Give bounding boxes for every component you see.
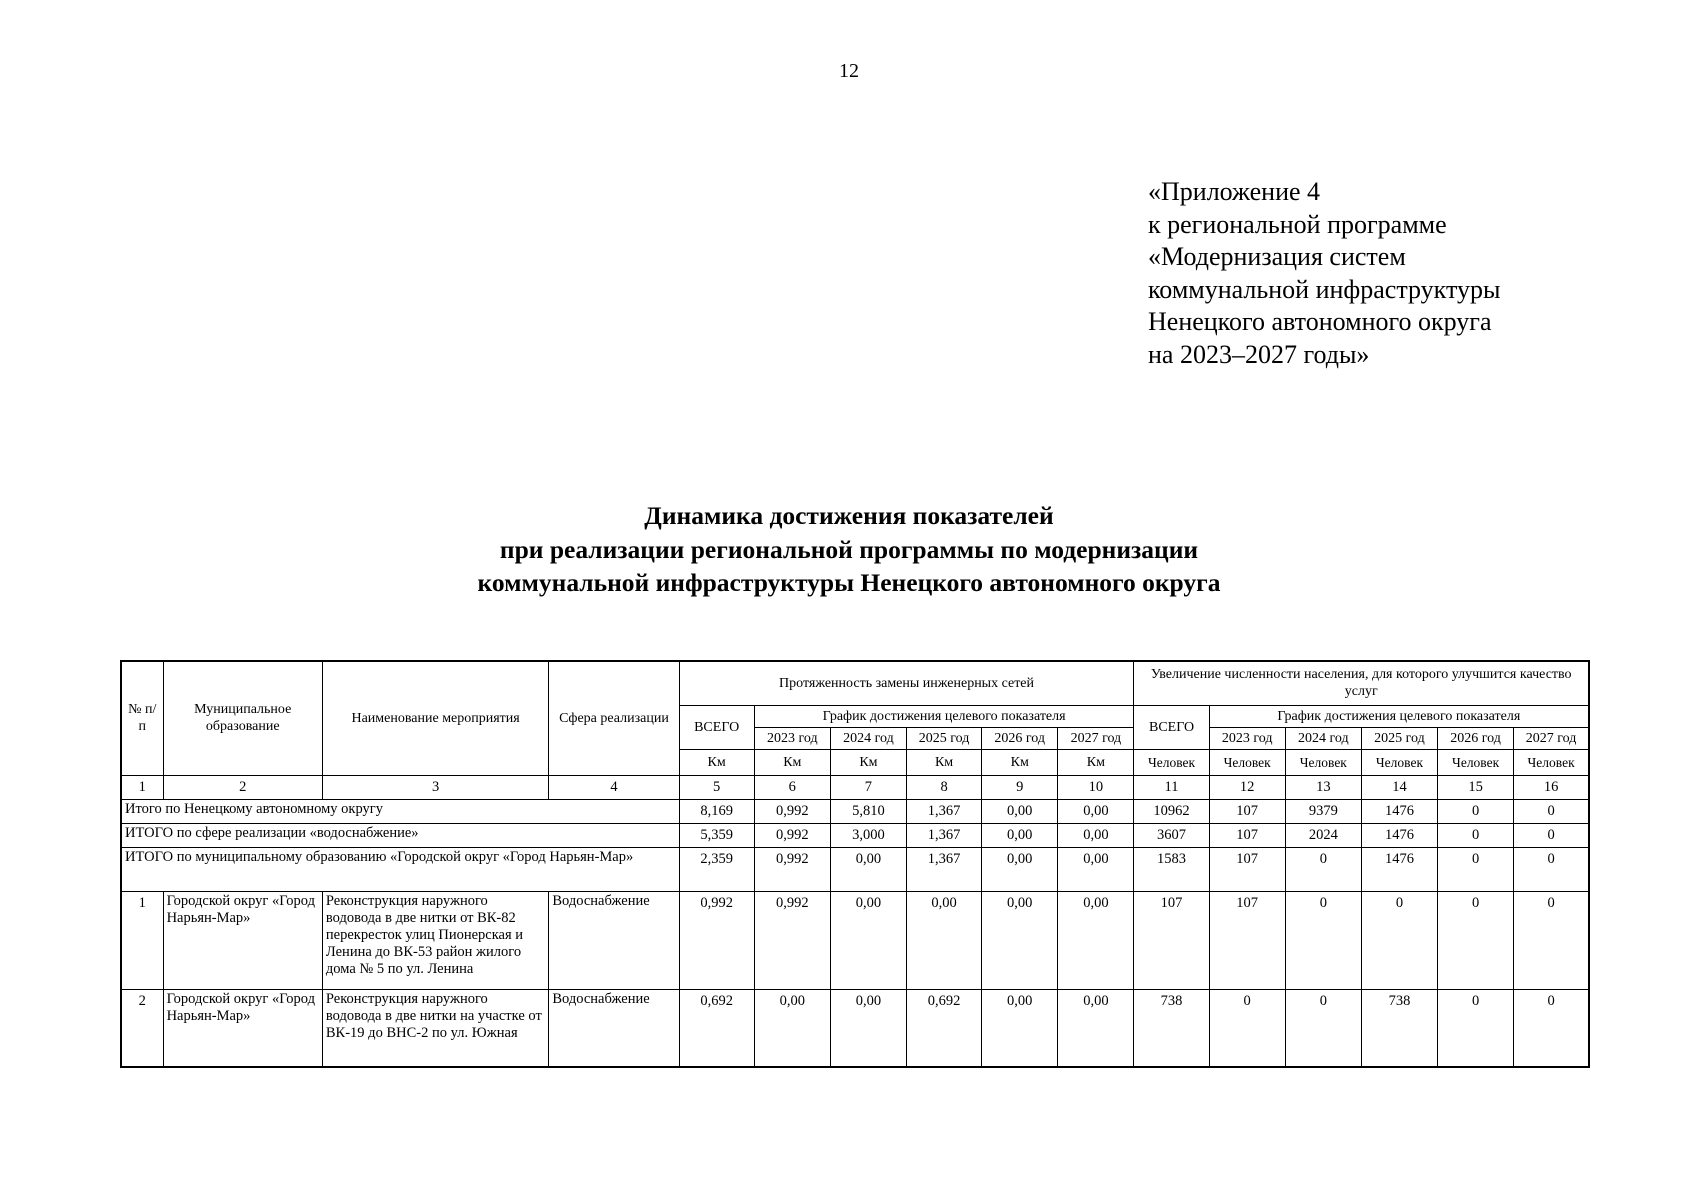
summary-value: 0 [1514, 847, 1589, 891]
summary-value: 0,00 [982, 847, 1058, 891]
summary-value: 9379 [1285, 799, 1361, 823]
column-number: 14 [1361, 775, 1437, 799]
summary-value: 2,359 [679, 847, 754, 891]
summary-value: 1476 [1361, 823, 1437, 847]
column-number: 6 [754, 775, 830, 799]
unit-km: Км [830, 749, 906, 775]
unit-km: Км [679, 749, 754, 775]
summary-value: 0 [1438, 823, 1514, 847]
appendix-heading [1148, 176, 1500, 371]
row-value: 0,692 [679, 989, 754, 1067]
row-value: 738 [1361, 989, 1437, 1067]
summary-value: 10962 [1134, 799, 1209, 823]
summary-value: 0 [1285, 847, 1361, 891]
summary-value: 3607 [1134, 823, 1209, 847]
appendix-line: коммунальной инфраструктуры [1148, 274, 1501, 304]
row-value: 0 [1438, 989, 1514, 1067]
summary-value: 5,810 [830, 799, 906, 823]
summary-value: 107 [1209, 799, 1285, 823]
row-value: 107 [1209, 891, 1285, 989]
summary-value: 0,00 [1058, 799, 1134, 823]
summary-value: 1583 [1134, 847, 1209, 891]
summary-value: 0,00 [982, 823, 1058, 847]
row-value: 0,00 [1058, 989, 1134, 1067]
row-event: Реконструкция наружного водовода в две нитки на участке от ВК-19 до ВНС-2 по ул. Южная [322, 989, 548, 1067]
column-number: 9 [982, 775, 1058, 799]
column-number: 10 [1058, 775, 1134, 799]
title-line: коммунальной инфраструктуры Ненецкого автономного округа [477, 568, 1221, 597]
summary-value: 0 [1514, 799, 1589, 823]
column-number: 16 [1514, 775, 1589, 799]
header-population-group: Увеличение численности населения, для которого улучшится качество услуг [1134, 661, 1589, 705]
summary-value: 0 [1438, 799, 1514, 823]
row-value: 0,992 [754, 891, 830, 989]
row-municipality: Городской округ «Город Нарьян-Мар» [163, 989, 322, 1067]
appendix-line: «Приложение 4 [1148, 177, 1321, 206]
column-number: 4 [549, 775, 679, 799]
summary-value: 0,00 [982, 799, 1058, 823]
summary-value: 1476 [1361, 799, 1437, 823]
unit-km: Км [754, 749, 830, 775]
header-year: 2025 год [1361, 727, 1437, 749]
title-line: при реализации региональной программы по модернизации [499, 534, 1199, 564]
header-year: 2026 год [982, 727, 1058, 749]
indicators-table [120, 660, 1590, 1068]
header-municipality: Муниципальное образование [163, 661, 322, 775]
header-year: 2023 год [754, 727, 830, 749]
summary-value: 0,00 [1058, 823, 1134, 847]
summary-value: 1,367 [907, 823, 982, 847]
unit-people: Человек [1134, 749, 1209, 775]
row-value: 107 [1134, 891, 1209, 989]
header-year: 2026 год [1438, 727, 1514, 749]
appendix-line: «Модернизация систем [1148, 242, 1406, 271]
header-sphere: Сфера реализации [549, 661, 679, 775]
summary-value: 2024 [1285, 823, 1361, 847]
row-value: 0,692 [907, 989, 982, 1067]
summary-value: 3,000 [830, 823, 906, 847]
row-value: 738 [1134, 989, 1209, 1067]
row-sphere: Водоснабжение [549, 989, 679, 1067]
summary-label: ИТОГО по сфере реализации «водоснабжение» [121, 823, 679, 847]
column-numbers-row [121, 775, 1589, 799]
summary-row [121, 799, 1589, 823]
column-number: 7 [830, 775, 906, 799]
summary-value: 5,359 [679, 823, 754, 847]
row-value: 0,992 [679, 891, 754, 989]
column-number: 13 [1285, 775, 1361, 799]
summary-value: 0,992 [754, 799, 830, 823]
unit-people: Человек [1438, 749, 1514, 775]
unit-people: Человек [1361, 749, 1437, 775]
summary-row [121, 823, 1589, 847]
header-population-total: ВСЕГО [1134, 705, 1209, 749]
column-number: 1 [121, 775, 163, 799]
summary-row [121, 847, 1589, 891]
summary-value: 1476 [1361, 847, 1437, 891]
summary-value: 8,169 [679, 799, 754, 823]
summary-value: 0,00 [1058, 847, 1134, 891]
table-row [121, 891, 1589, 989]
summary-value: 1,367 [907, 847, 982, 891]
row-value: 0,00 [754, 989, 830, 1067]
row-value: 0 [1285, 891, 1361, 989]
column-number: 2 [163, 775, 322, 799]
row-value: 0,00 [907, 891, 982, 989]
row-number: 2 [121, 989, 163, 1067]
table-row [121, 989, 1589, 1067]
column-number: 3 [322, 775, 548, 799]
summary-value: 0,992 [754, 847, 830, 891]
summary-value: 0 [1438, 847, 1514, 891]
header-num: № п/п [121, 661, 163, 775]
title-line: Динамика достижения показателей [644, 501, 1054, 530]
summary-label: ИТОГО по муниципальному образованию «Городской округ «Город Нарьян-Мар» [121, 847, 679, 891]
header-length-schedule: График достижения целевого показателя [754, 705, 1134, 727]
row-value: 0,00 [1058, 891, 1134, 989]
header-event: Наименование мероприятия [322, 661, 548, 775]
row-number: 1 [121, 891, 163, 989]
header-year: 2027 год [1058, 727, 1134, 749]
page-number: 12 [839, 60, 859, 82]
row-value: 0,00 [982, 989, 1058, 1067]
unit-people: Человек [1209, 749, 1285, 775]
header-year: 2024 год [830, 727, 906, 749]
unit-km: Км [1058, 749, 1134, 775]
header-year: 2023 год [1209, 727, 1285, 749]
summary-value: 0,992 [754, 823, 830, 847]
appendix-line: к региональной программе [1148, 209, 1447, 239]
header-year: 2025 год [907, 727, 982, 749]
unit-people: Человек [1514, 749, 1589, 775]
column-number: 11 [1134, 775, 1209, 799]
column-number: 15 [1438, 775, 1514, 799]
unit-people: Человек [1285, 749, 1361, 775]
row-value: 0 [1514, 891, 1589, 989]
row-value: 0 [1514, 989, 1589, 1067]
column-number: 12 [1209, 775, 1285, 799]
row-municipality: Городской округ «Город Нарьян-Мар» [163, 891, 322, 989]
summary-value: 107 [1209, 823, 1285, 847]
summary-label: Итого по Ненецкому автономному округу [121, 799, 679, 823]
row-sphere: Водоснабжение [549, 891, 679, 989]
header-length-group: Протяженность замены инженерных сетей [679, 661, 1134, 705]
row-event: Реконструкция наружного водовода в две нитки от ВК-82 перекресток улиц Пионерская и Ленина до ВК-53 район жилого дома № 5 по ул. Ленина [322, 891, 548, 989]
column-number: 8 [907, 775, 982, 799]
header-length-total: ВСЕГО [679, 705, 754, 749]
row-value: 0,00 [982, 891, 1058, 989]
row-value: 0 [1285, 989, 1361, 1067]
unit-km: Км [982, 749, 1058, 775]
row-value: 0 [1361, 891, 1437, 989]
row-value: 0,00 [830, 989, 906, 1067]
summary-value: 107 [1209, 847, 1285, 891]
unit-km: Км [907, 749, 982, 775]
header-year: 2027 год [1514, 727, 1589, 749]
row-value: 0,00 [830, 891, 906, 989]
row-value: 0 [1209, 989, 1285, 1067]
column-number: 5 [679, 775, 754, 799]
document-title [0, 499, 1698, 600]
header-population-schedule: График достижения целевого показателя [1209, 705, 1589, 727]
row-value: 0 [1438, 891, 1514, 989]
summary-value: 1,367 [907, 799, 982, 823]
appendix-line: на 2023–2027 годы» [1148, 339, 1370, 369]
summary-value: 0 [1514, 823, 1589, 847]
header-year: 2024 год [1285, 727, 1361, 749]
appendix-line: Ненецкого автономного округа [1148, 307, 1492, 336]
summary-value: 0,00 [830, 847, 906, 891]
